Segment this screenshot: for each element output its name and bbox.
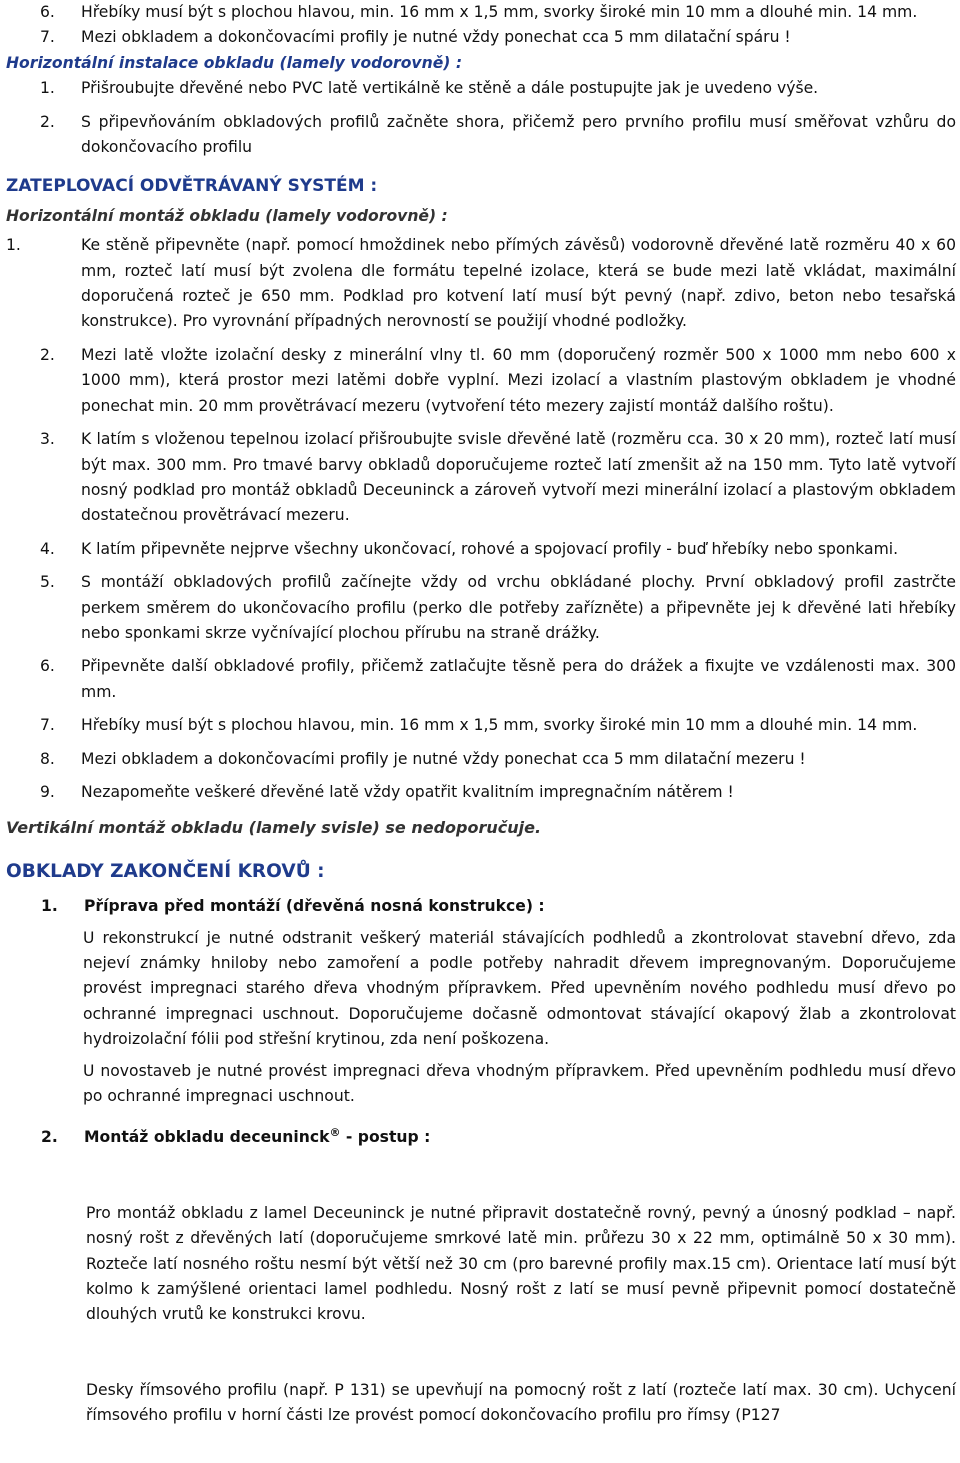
roof-section-title	[6, 894, 956, 919]
list-text: K latím s vloženou tepelnou izolací přišroubujte svisle dřevěné latě (rozměru cca. 30 x 20 mm), rozteč latí musí být max. 300 mm. Pro tmavé barvy obkladů doporučujeme rozteč latí zmenšit až na 150 mm. Tyto latě vytvoří nosný podklad pro montáž obkladů Deceuninck a zároveň vytvoří mezi minerální izolací a plastovým obkladem dostatečnou provětrávací mezeru.	[81, 430, 956, 525]
section-number: 2.	[41, 1128, 58, 1147]
list-text: Přišroubujte dřevěné nebo PVC latě vertikálně ke stěně a dále postupujte jak je uvedeno výše.	[81, 79, 819, 98]
list-text: Mezi obkladem a dokončovacími profily je nutné vždy ponechat cca 5 mm dilatační spáru !	[81, 28, 791, 47]
list-text: Hřebíky musí být s plochou hlavou, min. 16 mm x 1,5 mm, svorky široké min 10 mm a dlouhé min. 14 mm.	[81, 3, 918, 21]
section-title: Montáž obkladu deceuninck	[84, 1128, 330, 1147]
list-number: 1.	[40, 79, 55, 98]
list-number: 2.	[40, 112, 55, 131]
list-text: Mezi obkladem a dokončovacími profily je nutné vždy ponechat cca 5 mm dilatační mezeru !	[81, 749, 806, 768]
top-list	[6, 0, 956, 51]
list-item	[6, 537, 956, 562]
prep-paragraph: U rekonstrukcí je nutné odstranit veškerý materiál stávajících podhledů a zkontrolovat stavební dřevo, zda nejeví známky hniloby nebo zamoření a podle potřeby nahradit dřevem impregnovaným. Doporučujeme provést impregnaci starého dřeva vhodným přípravkem. Před upevněním nového podhledu musí dřevo po ochranné impregnaci uschnout. Doporučujeme dočasně odmontovat stávající okapový žlab a zkontrolovat hydroizolační fólii pod střešní krytinou, zda není poškozena.	[83, 928, 956, 1049]
list-item	[6, 343, 956, 419]
system-list	[6, 233, 956, 805]
list-item	[6, 654, 956, 705]
section-number: 1.	[41, 897, 58, 916]
section-title: Příprava před montáží (dřevěná nosná konstrukce) :	[84, 897, 545, 916]
section-title-suffix: - postup :	[340, 1128, 431, 1147]
list-number: 2.	[40, 345, 55, 364]
list-item	[6, 25, 956, 50]
list-item	[6, 0, 956, 25]
vertical-note: Vertikální montáž obkladu (lamely svisle) se nedoporučuje.	[6, 818, 542, 838]
list-number: 8.	[40, 749, 55, 768]
list-text: S připevňováním obkladových profilů začněte shora, přičemž pero prvního profilu musí směřovat vzhůru do dokončovacího profilu	[81, 112, 956, 157]
prep-paragraph: U novostaveb je nutné provést impregnaci dřeva vhodným přípravkem. Před upevněním podhledu musí dřevo po ochranné impregnaci uschnout.	[83, 1061, 956, 1106]
list-number: 3.	[40, 430, 55, 449]
list-item	[6, 110, 956, 161]
list-text: Nezapomeňte veškeré dřevěné latě vždy opatřit kvalitním impregnačním nátěrem !	[81, 782, 734, 801]
list-item	[6, 76, 956, 101]
registered-mark: ®	[329, 1126, 341, 1140]
document-page	[6, 0, 956, 1429]
list-text: S montáží obkladových profilů začínejte vždy od vrchu obkládané plochy. První obkladový profil zastrčte perkem směrem do ukončovacího profilu (perko dle potřeby zařízněte) a připevněte jej k dřevěné lati hřebíky nebo sponkami skrze vyčnívající plochou přírubu na straně drážky.	[81, 573, 956, 642]
list-item	[6, 747, 956, 772]
list-number: 6.	[40, 3, 55, 21]
list-number: 4.	[40, 539, 55, 558]
list-item	[6, 780, 956, 805]
list-text: Mezi latě vložte izolační desky z minerální vlny tl. 60 mm (doporučený rozměr 500 x 1000 mm nebo 600 x 1000 mm), která prostor mezi latěmi dobře vyplní. Mezi izolací a vlastním plastovým obkladem je vhodné ponechat min. 20 mm provětrávací mezeru (vytvoření této mezery zajistí montáž dalšího roštu).	[81, 345, 956, 415]
roof-heading: OBKLADY ZAKONČENÍ KROVŮ :	[6, 860, 325, 882]
horizontal-list	[6, 76, 956, 160]
system-subheading: Horizontální montáž obkladu (lamely vodorovně) :	[6, 206, 448, 225]
list-number: 1.	[6, 236, 21, 255]
list-number: 7.	[40, 28, 55, 47]
system-heading: ZATEPLOVACÍ ODVĚTRÁVANÝ SYSTÉM :	[6, 176, 378, 197]
list-text: K latím připevněte nejprve všechny ukončovací, rohové a spojovací profily - buď hřebíky nebo sponkami.	[81, 539, 899, 558]
roof-section-title	[6, 1125, 956, 1150]
horizontal-heading: Horizontální instalace obkladu (lamely vodorovně) :	[6, 53, 463, 72]
list-number: 9.	[40, 782, 55, 801]
procedure-paragraph: Desky římsového profilu (např. P 131) se upevňují na pomocný rošt z latí (rozteče latí max. 30 cm). Uchycení římsového profilu v horní části lze provést pomocí dokončovacího profilu pro římsy (P127	[86, 1380, 956, 1425]
list-item	[6, 233, 956, 335]
list-text: Ke stěně připevněte (např. pomocí hmoždinek nebo přímých závěsů) vodorovně dřevěné latě rozměru 40 x 60 mm, rozteč latí musí být zvolena dle formátu tepelné izolace, která se bude mezi latě vkládat, maximální doporučená rozteč je 650 mm. Podklad pro kotvení latí musí být pevný (např. zdivo, beton nebo tesařská konstrukce). Pro vyrovnání případných nerovností se použijí vhodné podložky.	[81, 236, 956, 331]
list-item	[6, 427, 956, 529]
list-text: Hřebíky musí být s plochou hlavou, min. 16 mm x 1,5 mm, svorky široké min 10 mm a dlouhé min. 14 mm.	[81, 716, 918, 735]
list-number: 5.	[40, 573, 55, 592]
list-number: 7.	[40, 716, 55, 735]
procedure-paragraph: Pro montáž obkladu z lamel Deceuninck je nutné připravit dostatečně rovný, pevný a únosný podklad – např. nosný rošt z dřevěných latí (doporučujeme smrkové latě min. průřezu 30 x 22 mm, optimálně 50 x 30 mm). Rozteče latí nosného roštu nesmí být větší než 30 cm (pro barevné profily max.15 cm). Orientace latí musí být kolmo k zamýšlené orientaci lamel podhledu. Nosný rošt z latí se musí pevně připevnit pomocí dostatečně dlouhých vrutů ke konstrukci krovu.	[86, 1203, 956, 1324]
list-text: Připevněte další obkladové profily, přičemž zatlačujte těsně pera do drážek a fixujte ve vzdálenosti max. 300 mm.	[81, 657, 956, 701]
list-item	[6, 570, 956, 646]
list-number: 6.	[40, 657, 55, 676]
list-item	[6, 713, 956, 738]
